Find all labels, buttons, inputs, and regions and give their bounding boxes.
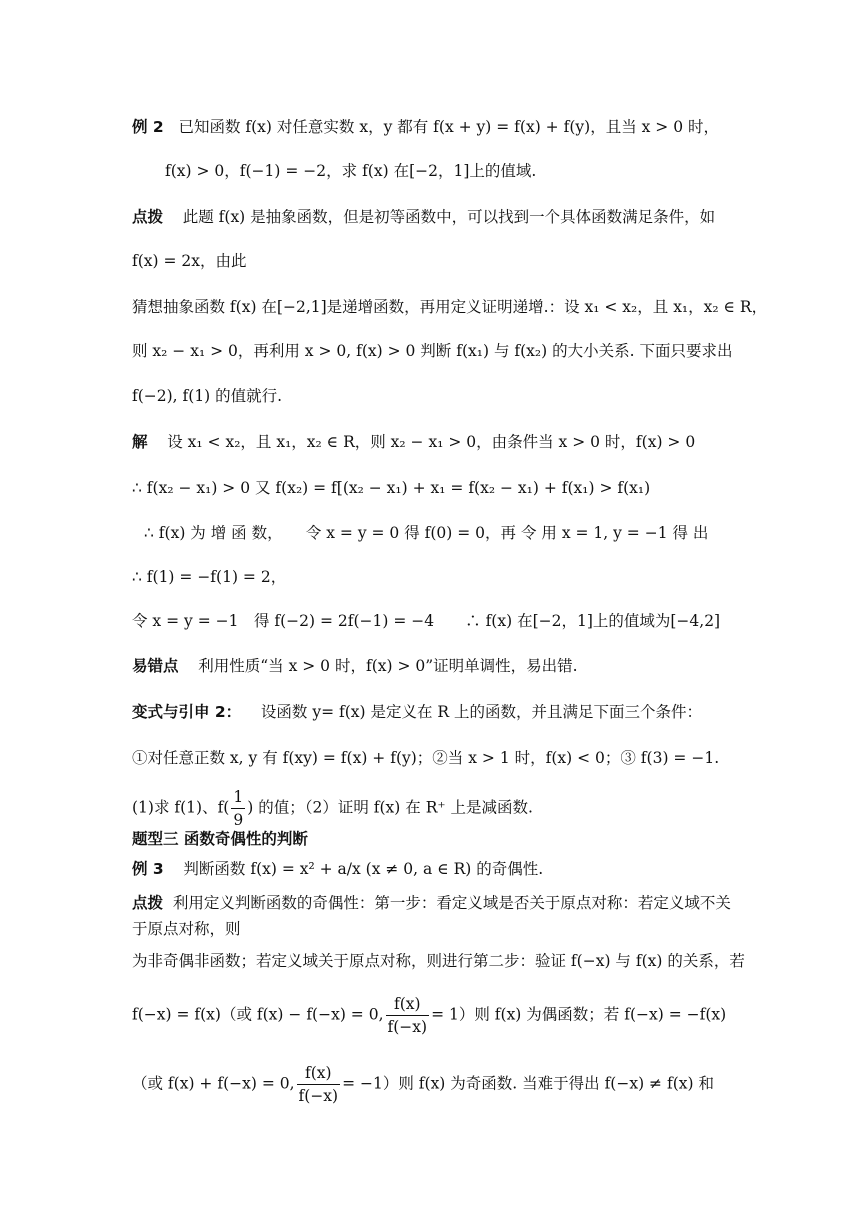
fraction-denominator: f(−x) [298,1087,339,1105]
text-line [132,340,732,362]
text-line [132,610,732,632]
text: 利用定义判断函数的奇偶性：第一步：看定义域是否关于原点对称：若定义域不关于原点对称，则 [132,894,731,938]
text: (1)求 f(1)、f( [132,798,230,817]
text: 已知函数 f(x) 对任意实数 x，y 都有 f(x + y) = f(x) + f(y)，且当 x > 0 时， [178,118,719,136]
fraction-numerator: 1 [231,786,245,809]
text-line [132,385,732,407]
text: 判断函数 f(x) = x² + a/x (x ≠ 0, a ∈ R) 的奇偶性. [183,860,544,878]
fraction-denominator: 9 [233,811,244,829]
fraction-numerator: f(x) [297,1062,341,1085]
text-line [144,522,732,544]
text: 利用性质“当 x > 0 时，f(x) > 0”证明单调性，易出错. [198,657,578,675]
text-line [132,747,732,769]
text: 此题 f(x) 是抽象函数，但是初等函数中，可以找到一个具体函数满足条件，如 [182,208,716,226]
hint-paragraph [132,890,732,942]
text: 令 x = y = −1 得 f(−2) = 2f(−1) = −4 ∴ f(x) 在[−2，1]上的值域为[−4,2] [132,612,721,630]
example-2-line [132,116,732,138]
section-heading: 题型三 函数奇偶性的判断 [132,830,308,848]
hint-label: 点拨 [132,894,164,912]
text: ∴ f(x₂ − x₁) > 0 又 f(x₂) = f[(x₂ − x₁) + x₁ = f(x₂ − x₁) + f(x₁) > f(x₁) [132,479,651,497]
hint-line [132,206,732,228]
fraction [231,786,245,831]
text: ) 的值；（2）证明 f(x) 在 R⁺ 上是减函数. [247,798,533,817]
text-line [132,250,732,272]
section-title [132,828,732,850]
text: ∴ f(1) = −f(1) = 2， [132,568,287,586]
hint-label: 点拨 [132,208,164,226]
variant-label: 变式与引申 2： [132,703,242,721]
text: ①对任意正数 x, y 有 f(xy) = f(x) + f(y)；②当 x > 1 时，f(x) < 0；③ f(3) = −1. [132,749,720,767]
text-line [132,477,732,499]
text-line [132,566,732,588]
text: ∴ f(x) 为 增 函 数， 令 x = y = 0 得 f(0) = 0，再 令 用 x = 1, y = −1 得 出 [144,524,709,542]
text: 设 x₁ < x₂，且 x₁，x₂ ∈ R，则 x₂ − x₁ > 0，由条件当 x > 0 时，f(x) > 0 [167,433,696,451]
fraction [297,1062,341,1107]
text-line [132,1062,732,1107]
text: 则 x₂ − x₁ > 0，再利用 x > 0, f(x) > 0 判断 f(x₁) 与 f(x₂) 的大小关系. 下面只要求出 [132,342,733,360]
text-line [165,160,732,182]
solution-line [132,431,732,453]
error-prone-line [132,655,732,677]
text: = 1）则 f(x) 为偶函数；若 f(−x) = −f(x) [431,1005,727,1024]
text: （或 f(x) + f(−x) = 0, [132,1074,295,1093]
variant-line [132,701,732,723]
text: = −1）则 f(x) 为奇函数. 当难于得出 f(−x) ≠ f(x) 和 [342,1074,714,1093]
text-line [132,993,732,1038]
text: 为非奇偶非函数；若定义域关于原点对称，则进行第二步：验证 f(−x) 与 f(x) 的关系，若 [132,952,745,970]
error-prone-label: 易错点 [132,657,179,675]
text: f(−2), f(1) 的值就行. [132,387,283,405]
text: f(x) > 0，f(−1) = −2，求 f(x) 在[−2，1]上的值域. [165,162,537,180]
text: f(−x) = f(x)（或 f(x) − f(−x) = 0, [132,1005,384,1024]
text: f(x) = 2x，由此 [132,252,247,270]
example-label: 例 3 [132,860,164,878]
example-label: 例 2 [132,118,164,136]
text: 猜想抽象函数 f(x) 在[−2,1]是递增函数，再用定义证明递增.：设 x₁ < x₂，且 x₁，x₂ ∈ R， [132,298,768,316]
fraction-denominator: f(−x) [387,1018,428,1036]
text-line [132,296,768,318]
example-3-line [132,858,732,880]
text-line [132,950,745,972]
fraction [386,993,430,1038]
fraction-numerator: f(x) [386,993,430,1016]
text-line [132,786,732,831]
text: 设函数 y= f(x) 是定义在 R 上的函数，并且满足下面三个条件： [260,703,703,721]
solution-label: 解 [132,433,148,451]
